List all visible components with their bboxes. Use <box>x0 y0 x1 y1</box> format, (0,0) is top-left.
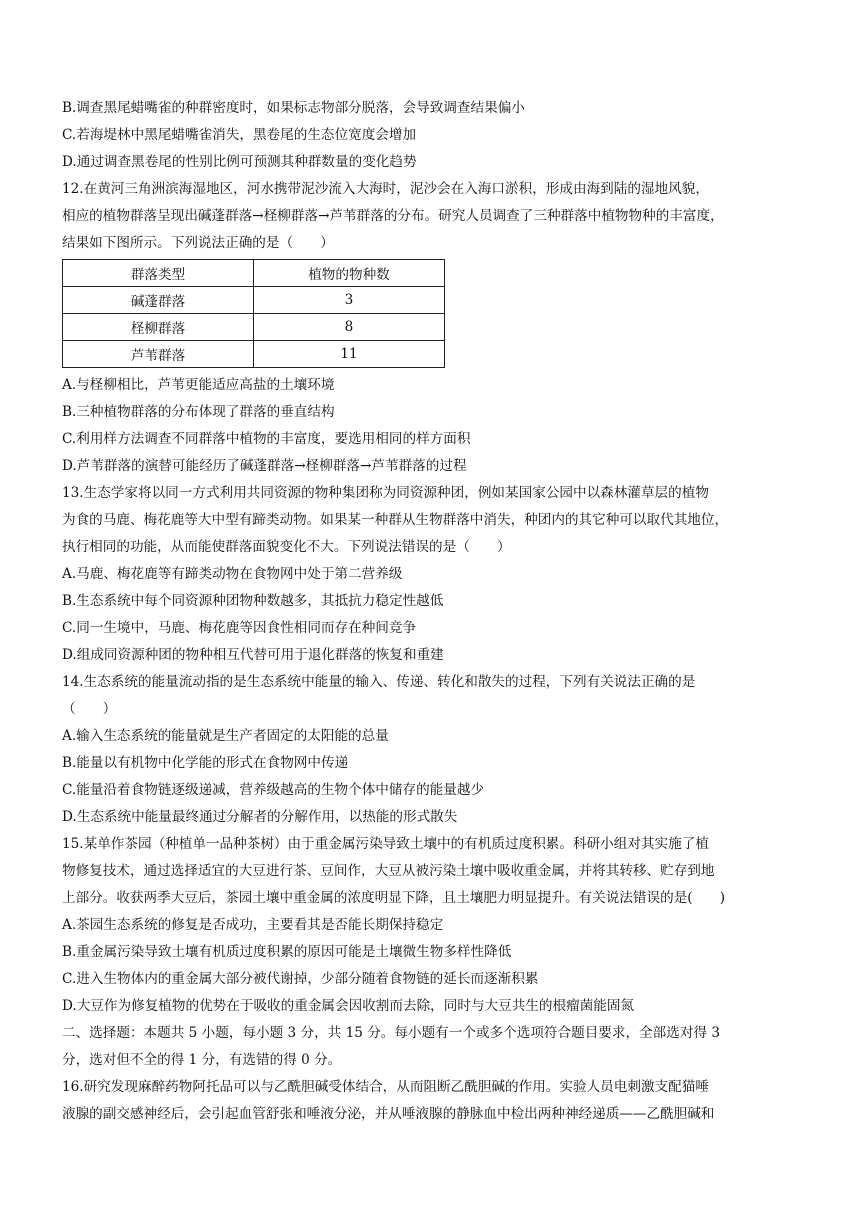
section-2-heading-line-2: 分，选对但不全的得 1 分，有选错的得 0 分。 <box>62 1052 342 1068</box>
q12-option-d[interactable]: D.芦苇群落的演替可能经历了碱蓬群落→柽柳群落→芦苇群落的过程 <box>62 458 467 474</box>
q13-option-a[interactable]: A.马鹿、梅花鹿等有蹄类动物在食物网中处于第二营养级 <box>62 566 403 582</box>
table-row <box>63 314 445 341</box>
q12-option-a[interactable]: A.与柽柳相比，芦苇更能适应高盐的土壤环境 <box>62 377 335 393</box>
q11-option-d[interactable]: D.通过调查黑卷尾的性别比例可预测其种群数量的变化趋势 <box>62 154 417 170</box>
q15-option-d[interactable]: D.大豆作为修复植物的优势在于吸收的重金属会因收割而去除，同时与大豆共生的根瘤菌能固氮 <box>62 998 635 1014</box>
q12-option-c[interactable]: C.利用样方法调查不同群落中植物的丰富度，要选用相同的样方面积 <box>62 431 471 447</box>
q15-option-a[interactable]: A.茶园生态系统的修复是否成功，主要看其是否能长期保持稳定 <box>62 917 444 933</box>
q12-stem-line-2: 相应的植物群落呈现出碱蓬群落→柽柳群落→芦苇群落的分布。研究人员调查了三种群落中植物物种的丰富度， <box>62 208 724 224</box>
q15-stem-line-2: 物修复技术，通过选择适宜的大豆进行茶、豆间作，大豆从被污染土壤中吸收重金属，并将其转移、贮存到地 <box>62 863 715 879</box>
table-header-cell: 植物的物种数 <box>254 260 445 287</box>
q14-option-a[interactable]: A.输入生态系统的能量就是生产者固定的太阳能的总量 <box>62 728 389 744</box>
q11-option-c[interactable]: C.若海堤林中黑尾蜡嘴雀消失，黑卷尾的生态位宽度会增加 <box>62 127 417 143</box>
q13-stem-line-2: 为食的马鹿、梅花鹿等大中型有蹄类动物。如果某一种群从生物群落中消失，种团内的其它种可以取代其地位， <box>62 512 729 528</box>
q12-stem-line-3: 结果如下图所示。下列说法正确的是（ ） <box>62 235 334 251</box>
q14-option-d[interactable]: D.生态系统中能量最终通过分解者的分解作用，以热能的形式散失 <box>62 809 458 825</box>
q13-stem-line-1: 13.生态学家将以同一方式利用共同资源的物种集团称为同资源种团，例如某国家公园中以森林灌草层的植物 <box>62 485 709 501</box>
q13-option-d[interactable]: D.组成同资源种团的物种相互代替可用于退化群落的恢复和重建 <box>62 647 444 663</box>
q12-stem-line-1: 12.在黄河三角洲滨海湿地区，河水携带泥沙流入大海时，泥沙会在入海口淤积，形成由海到陆的湿地风貌， <box>62 181 709 197</box>
q16-stem-line-2: 液腺的副交感神经后，会引起血管舒张和唾液分泌，并从唾液腺的静脉血中检出两种神经递质——乙酰胆碱和 <box>62 1106 715 1122</box>
q14-stem-line-1: 14.生态系统的能量流动指的是生态系统中能量的输入、传递、转化和散失的过程，下列有关说法正确的是 <box>62 674 696 690</box>
q14-option-c[interactable]: C.能量沿着食物链逐级递减，营养级越高的生物个体中储存的能量越少 <box>62 782 485 798</box>
q14-stem-line-2: （ ） <box>62 701 117 717</box>
q13-stem-line-3: 执行相同的功能，从而能使群落面貌变化不大。下列说法错误的是（ ） <box>62 539 511 555</box>
table-header-cell: 群落类型 <box>63 260 254 287</box>
exam-page <box>62 95 800 1128</box>
q12-option-b[interactable]: B.三种植物群落的分布体现了群落的垂直结构 <box>62 404 335 420</box>
q13-option-b[interactable]: B.生态系统中每个同资源种团物种数越多，其抵抗力稳定性越低 <box>62 593 444 609</box>
q13-option-c[interactable]: C.同一生境中，马鹿、梅花鹿等因食性相同而存在种间竞争 <box>62 620 417 636</box>
table-cell: 芦苇群落 <box>63 341 254 368</box>
table-cell: 11 <box>254 341 445 368</box>
table-header-row <box>63 260 445 287</box>
q15-option-b[interactable]: B.重金属污染导致土壤有机质过度积累的原因可能是土壤微生物多样性降低 <box>62 944 512 960</box>
table-row <box>63 287 445 314</box>
q11-option-b[interactable]: B.调查黑尾蜡嘴雀的种群密度时，如果标志物部分脱落，会导致调查结果偏小 <box>62 100 525 116</box>
q15-stem-line-3: 上部分。收获两季大豆后，茶园土壤中重金属的浓度明显下降，且土壤肥力明显提升。有关说法错误的是( ) <box>62 890 726 906</box>
q16-stem-line-1: 16.研究发现麻醉药物阿托品可以与乙酰胆碱受体结合，从而阻断乙酰胆碱的作用。实验人员电刺激支配猫唾 <box>62 1079 709 1095</box>
table-row <box>63 341 445 368</box>
species-count-table <box>62 259 445 368</box>
table-cell: 3 <box>254 287 445 314</box>
section-2-heading-line-1: 二、选择题：本题共 5 小题，每小题 3 分，共 15 分。每小题有一个或多个选项符合题目要求，全部选对得 3 <box>62 1025 721 1041</box>
table-cell: 柽柳群落 <box>63 314 254 341</box>
table-cell: 8 <box>254 314 445 341</box>
table-cell: 碱蓬群落 <box>63 287 254 314</box>
q15-stem-line-1: 15.某单作茶园（种植单一品种茶树）由于重金属污染导致土壤中的有机质过度积累。科研小组对其实施了植 <box>62 836 709 852</box>
q14-option-b[interactable]: B.能量以有机物中化学能的形式在食物网中传递 <box>62 755 349 771</box>
q15-option-c[interactable]: C.进入生物体内的重金属大部分被代谢掉，少部分随着食物链的延长而逐渐积累 <box>62 971 539 987</box>
